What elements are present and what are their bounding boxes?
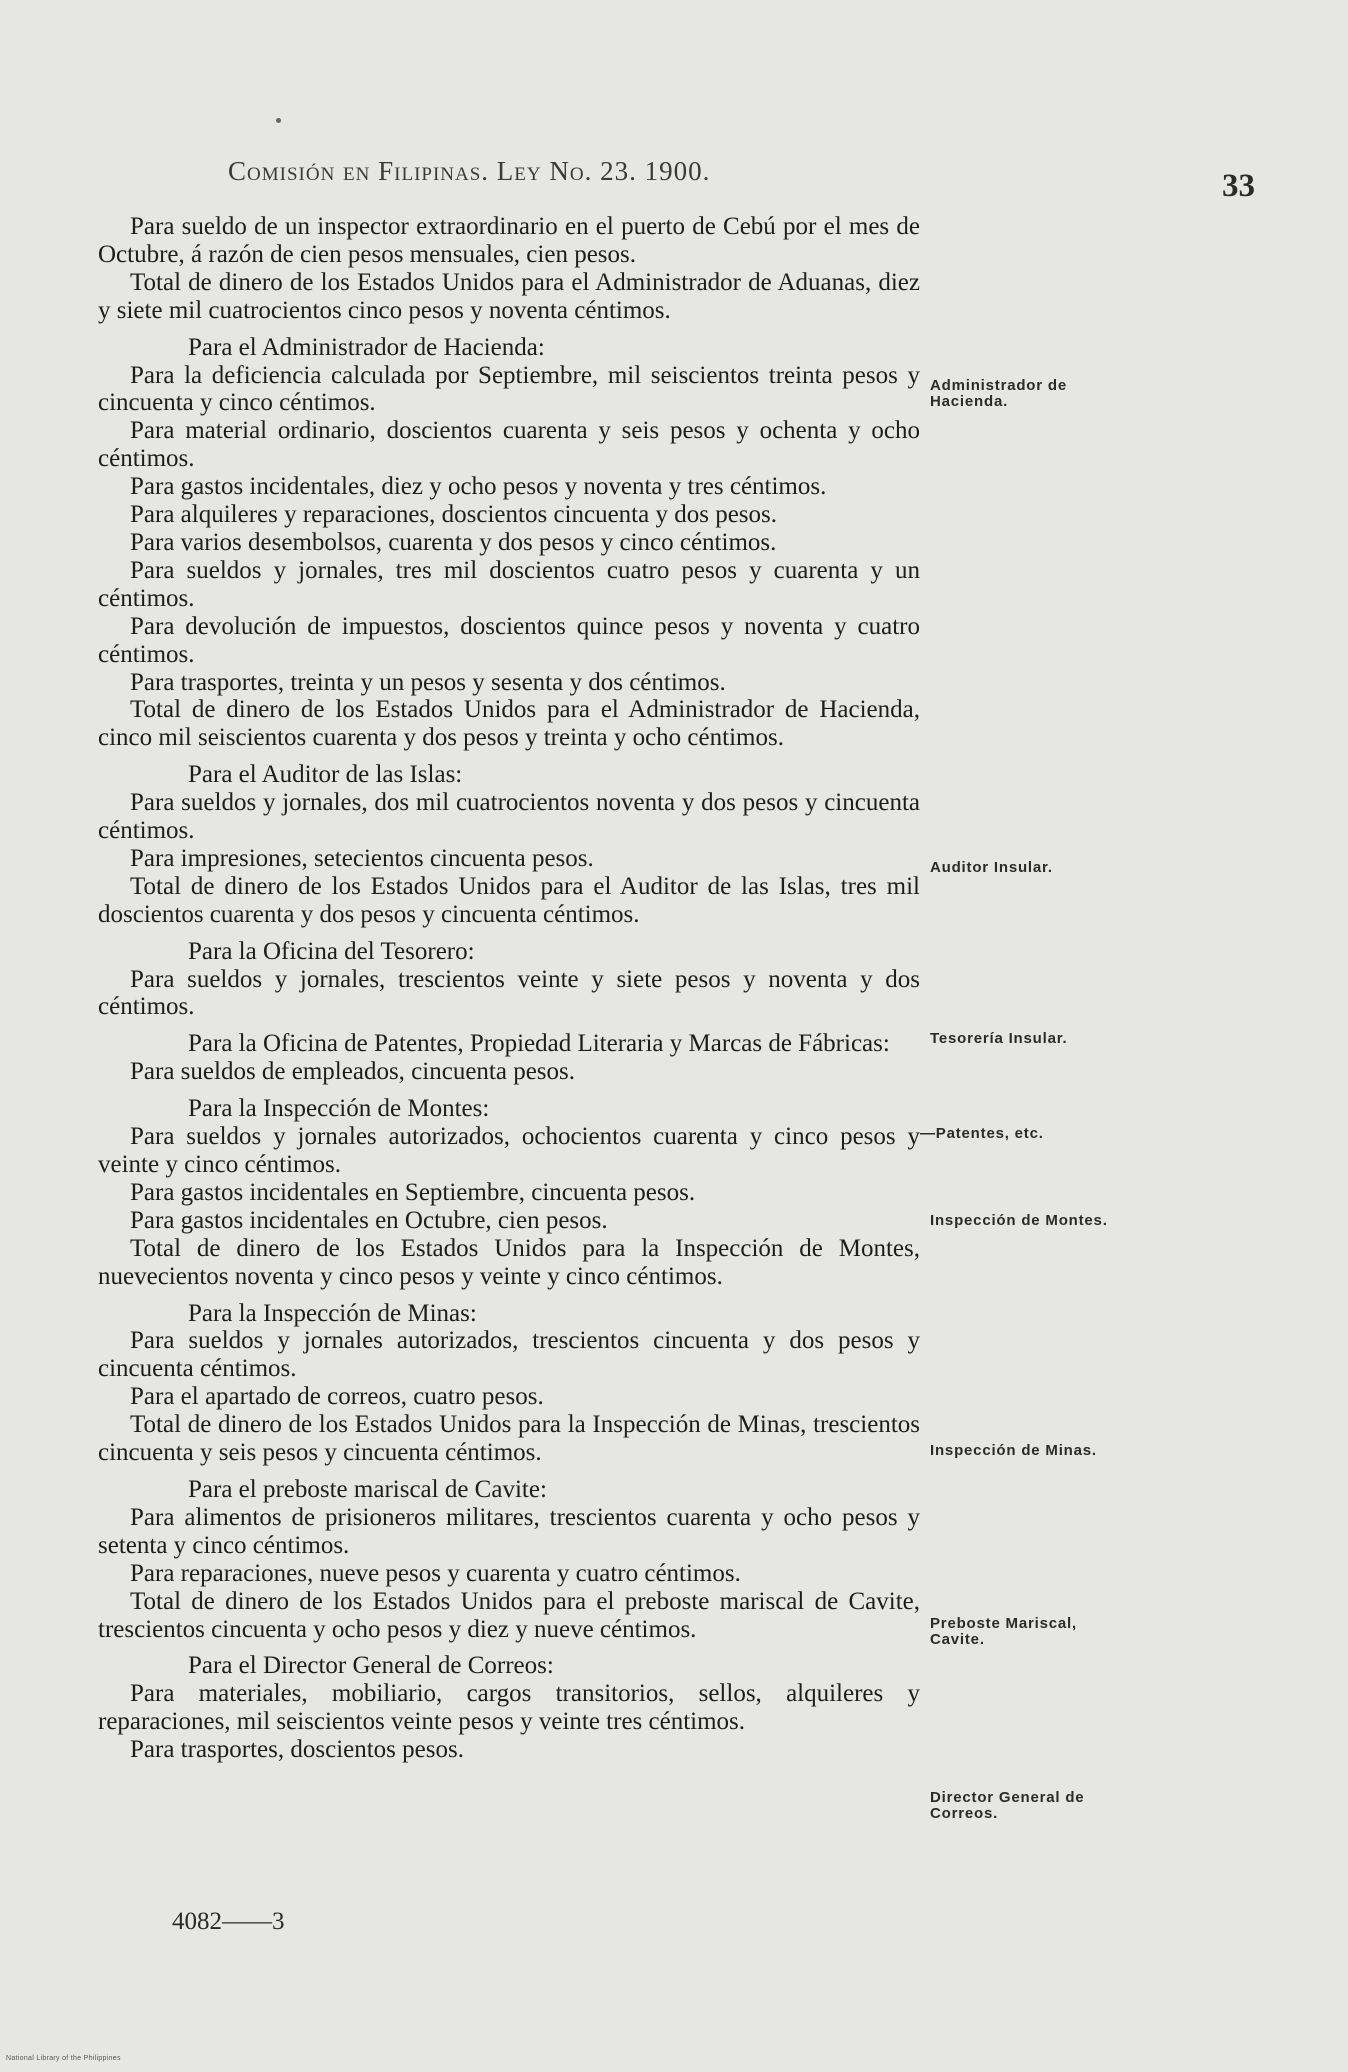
section-heading: Para la Oficina de Patentes, Propiedad Literaria y Marcas de Fábricas: (188, 1030, 890, 1058)
body-paragraph: Para sueldo de un inspector extraordinario en el puerto de Cebú por el mes de Octubre, á razón de cien pesos mensuales, cien pesos. (98, 213, 920, 268)
footer-credit: National Library of the Philippines (6, 2055, 121, 2062)
body-paragraph: Para materiales, mobiliario, cargos transitorios, sellos, alquileres y reparaciones, mil seiscientos veinte pesos y veinte tres céntimos. (98, 1680, 920, 1736)
body-paragraph: Para gastos incidentales, diez y ocho pesos y noventa y tres céntimos. (130, 473, 827, 501)
section-gap (98, 1467, 920, 1476)
body-paragraph: Total de dinero de los Estados Unidos para el Administrador de Hacienda, cinco mil seiscientos cuarenta y dos pesos y treinta y ocho céntimos. (98, 696, 920, 752)
body-paragraph: Para alquileres y reparaciones, doscientos cincuenta y dos pesos. (130, 501, 778, 529)
side-note-minas: Inspección de Minas. (930, 1442, 1097, 1459)
section-gap (98, 325, 920, 334)
ink-speck (276, 118, 281, 123)
body-paragraph: Para impresiones, setecientos cincuenta pesos. (130, 844, 594, 872)
side-note-correos: Director General de Correos. (930, 1789, 1085, 1822)
body-paragraph: Total de dinero de los Estados Unidos para la Inspección de Montes, nuevecientos noventa y cinco pesos y veinte y cinco céntimos. (98, 1234, 920, 1290)
body-paragraph: Para sueldos y jornales, trescientos veinte y siete pesos y noventa y dos céntimos. (98, 965, 920, 1021)
body-paragraph: Para varios desembolsos, cuarenta y dos pesos y cinco céntimos. (130, 528, 777, 556)
body-text (98, 213, 920, 1764)
running-head: Comisión en Filipinas. Ley No. 23. 1900. (228, 156, 711, 186)
body-paragraph: Para sueldos y jornales, dos mil cuatrocientos noventa y dos pesos y cincuenta céntimos. (98, 789, 920, 845)
body-paragraph: Total de dinero de los Estados Unidos para el Auditor de las Islas, tres mil doscientos cuarenta y dos pesos y cincuenta céntimos. (98, 872, 920, 928)
side-note-auditor: Auditor Insular. (930, 859, 1053, 876)
body-paragraph: Para gastos incidentales en Octubre, cien pesos. (130, 1206, 608, 1234)
body-paragraph: Para sueldos y jornales autorizados, ochocientos cuarenta y cinco pesos y veinte y cinco céntimos. (98, 1123, 920, 1178)
side-note-tesoreria: Tesorería Insular. (930, 1030, 1068, 1047)
section-heading: Para el Administrador de Hacienda: (188, 333, 545, 361)
side-note-patentes: —Patentes, etc. (920, 1125, 1044, 1142)
section-gap (98, 929, 920, 938)
body-paragraph: Para sueldos de empleados, cincuenta pesos. (130, 1058, 576, 1086)
body-paragraph: Total de dinero de los Estados Unidos para el Administrador de Aduanas, diez y siete mil cuatrocientos cinco pesos y noventa céntimos. (98, 268, 920, 324)
section-gap (98, 1291, 920, 1300)
section-heading: Para el Auditor de las Islas: (188, 761, 463, 789)
body-paragraph: Total de dinero de los Estados Unidos para el preboste mariscal de Cavite, trescientos cincuenta y ocho pesos y diez y nueve céntimos. (98, 1587, 920, 1643)
section-heading: Para la Inspección de Montes: (188, 1095, 490, 1123)
section-gap (98, 1643, 920, 1652)
section-heading: Para el preboste mariscal de Cavite: (188, 1475, 547, 1503)
body-paragraph: Para material ordinario, doscientos cuarenta y seis pesos y ochenta y ocho céntimos. (98, 417, 920, 473)
side-note-preboste: Preboste Mariscal, Cavite. (930, 1615, 1077, 1648)
body-paragraph: Para trasportes, treinta y un pesos y sesenta y dos céntimos. (130, 668, 726, 696)
body-paragraph: Para la deficiencia calculada por Septiembre, mil seiscientos treinta pesos y cincuenta y cinco céntimos. (98, 361, 920, 417)
section-heading: Para la Oficina del Tesorero: (188, 937, 475, 965)
section-gap (98, 752, 920, 761)
body-paragraph: Para reparaciones, nueve pesos y cuarenta y cuatro céntimos. (130, 1559, 741, 1587)
body-paragraph: Total de dinero de los Estados Unidos para la Inspección de Minas, trescientos cincuenta y seis pesos y cincuenta céntimos. (98, 1411, 920, 1467)
body-paragraph: Para trasportes, doscientos pesos. (130, 1736, 464, 1764)
side-note-montes: Inspección de Montes. (930, 1212, 1108, 1229)
section-gap (98, 1021, 920, 1030)
signature-mark: 4082——3 (172, 1908, 285, 1935)
side-note-hacienda: Administrador de Hacienda. (930, 377, 1067, 410)
body-paragraph: Para sueldos y jornales autorizados, trescientos cincuenta y dos pesos y cincuenta céntimos. (98, 1327, 920, 1383)
section-heading: Para el Director General de Correos: (188, 1652, 554, 1680)
body-paragraph: Para gastos incidentales en Septiembre, cincuenta pesos. (130, 1178, 696, 1206)
body-paragraph: Para alimentos de prisioneros militares, trescientos cuarenta y ocho pesos y setenta y cinco céntimos. (98, 1503, 920, 1559)
body-paragraph: Para sueldos y jornales, tres mil doscientos cuatro pesos y cuarenta y un céntimos. (98, 556, 920, 612)
body-paragraph: Para el apartado de correos, cuatro pesos. (130, 1383, 544, 1411)
page-number: 33 (1222, 168, 1255, 204)
section-heading: Para la Inspección de Minas: (188, 1299, 477, 1327)
body-paragraph: Para devolución de impuestos, doscientos quince pesos y noventa y cuatro céntimos. (98, 612, 920, 668)
section-gap (98, 1086, 920, 1095)
